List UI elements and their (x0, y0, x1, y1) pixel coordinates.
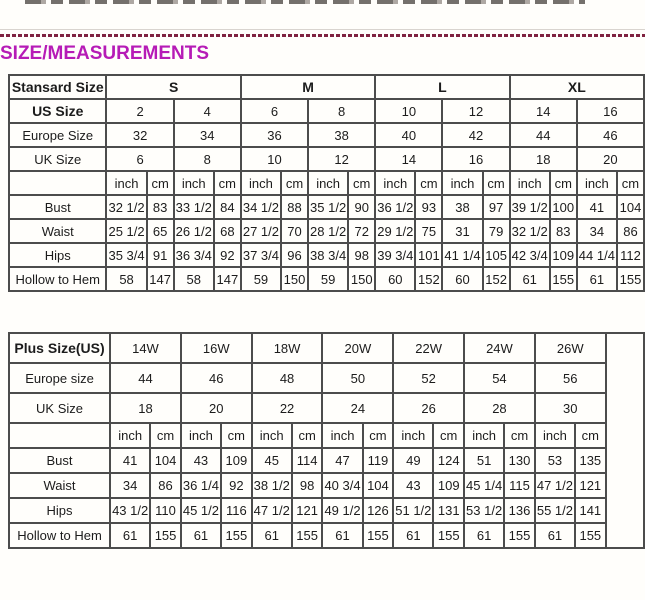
unit-row-blank-cell (9, 171, 106, 195)
unit-header-cell: cm (617, 171, 644, 195)
unit-header-cell: cm (483, 171, 510, 195)
measure-value-cell: 61 (322, 523, 362, 548)
measure-value-cell: 155 (504, 523, 535, 548)
unit-header-cell: inch (181, 423, 221, 448)
measure-value-cell: 147 (147, 267, 174, 291)
size-value-cell: 42 (442, 123, 509, 147)
measure-value-cell: 31 (442, 219, 482, 243)
measure-value-cell: 100 (550, 195, 577, 219)
page-title: SIZE/MEASUREMENTS (0, 43, 210, 64)
measure-value-cell: 104 (150, 448, 181, 473)
size-value-cell: 30 (535, 393, 606, 423)
measure-value-cell: 86 (150, 473, 181, 498)
unit-header-cell: inch (106, 171, 146, 195)
measure-row (9, 448, 644, 473)
row-label-cell: Plus Size(US) (9, 333, 110, 363)
measure-value-cell: 83 (550, 219, 577, 243)
separator-line (0, 29, 645, 30)
measure-value-cell: 104 (363, 473, 394, 498)
size-value-cell: 56 (535, 363, 606, 393)
unit-header-cell: cm (575, 423, 606, 448)
measure-value-cell: 121 (292, 498, 323, 523)
measure-value-cell: 47 1/2 (535, 473, 575, 498)
size-value-cell: 32 (106, 123, 173, 147)
measure-value-cell: 70 (281, 219, 308, 243)
measure-value-cell: 25 1/2 (106, 219, 146, 243)
measure-value-cell: 109 (550, 243, 577, 267)
plus-size-table (8, 332, 645, 549)
measure-value-cell: 53 1/2 (464, 498, 504, 523)
measure-value-cell: 109 (221, 448, 252, 473)
measure-row (9, 195, 644, 219)
measure-value-cell: 61 (510, 267, 550, 291)
size-value-cell: 36 (241, 123, 308, 147)
measure-value-cell: 45 1/4 (464, 473, 504, 498)
measure-value-cell: 47 (322, 448, 362, 473)
size-value-cell: 22 (252, 393, 323, 423)
size-row (9, 123, 644, 147)
measure-value-cell: 32 1/2 (510, 219, 550, 243)
measure-row (9, 267, 644, 291)
measure-value-cell: 61 (577, 267, 617, 291)
size-value-cell: 28 (464, 393, 535, 423)
measure-value-cell: 47 1/2 (252, 498, 292, 523)
measure-value-cell: 43 (393, 473, 433, 498)
measure-value-cell: 53 (535, 448, 575, 473)
unit-header-cell: inch (252, 423, 292, 448)
corner-label-cell: Stansard Size (9, 75, 106, 99)
measure-value-cell: 136 (504, 498, 535, 523)
measure-value-cell: 112 (617, 243, 644, 267)
standard-size-table (8, 74, 645, 292)
cropped-text-strip (25, 0, 585, 4)
measure-row (9, 243, 644, 267)
unit-header-cell: cm (550, 171, 577, 195)
measure-value-cell: 119 (363, 448, 394, 473)
measure-value-cell: 45 1/2 (181, 498, 221, 523)
size-value-cell: 50 (322, 363, 393, 393)
measure-value-cell: 27 1/2 (241, 219, 281, 243)
row-label-cell: Waist (9, 219, 106, 243)
measure-value-cell: 35 1/2 (308, 195, 348, 219)
measure-value-cell: 131 (433, 498, 464, 523)
size-value-cell: 24W (464, 333, 535, 363)
size-value-cell: 26W (535, 333, 606, 363)
measure-value-cell: 44 1/4 (577, 243, 617, 267)
unit-header-cell: inch (464, 423, 504, 448)
size-value-cell: 16 (442, 147, 509, 171)
measure-row (9, 498, 644, 523)
standard-size-table-container (8, 74, 645, 292)
size-value-cell: 18 (110, 393, 181, 423)
measure-value-cell: 39 3/4 (375, 243, 415, 267)
measure-value-cell: 36 1/2 (375, 195, 415, 219)
table-gap (8, 292, 645, 332)
measure-value-cell: 150 (348, 267, 375, 291)
size-value-cell: 20W (322, 333, 393, 363)
row-label-cell: Europe Size (9, 123, 106, 147)
unit-header-cell: inch (110, 423, 150, 448)
size-value-cell: 46 (181, 363, 252, 393)
unit-row (9, 171, 644, 195)
row-label-cell: Hips (9, 498, 110, 523)
measure-value-cell: 155 (575, 523, 606, 548)
size-value-cell: 40 (375, 123, 442, 147)
measure-value-cell: 60 (375, 267, 415, 291)
measure-value-cell: 45 (252, 448, 292, 473)
size-group-header-cell: L (375, 75, 509, 99)
row-label-cell: Hollow to Hem (9, 523, 110, 548)
measure-value-cell: 36 1/4 (181, 473, 221, 498)
row-label-cell: Waist (9, 473, 110, 498)
row-label-cell: Hollow to Hem (9, 267, 106, 291)
size-row (9, 99, 644, 123)
size-value-cell: 22W (393, 333, 464, 363)
unit-row-blank-cell (9, 423, 110, 448)
measure-value-cell: 86 (617, 219, 644, 243)
row-label-cell: US Size (9, 99, 106, 123)
size-value-cell: 4 (174, 99, 241, 123)
measure-value-cell: 51 (464, 448, 504, 473)
measure-value-cell: 152 (483, 267, 510, 291)
measure-value-cell: 61 (393, 523, 433, 548)
measure-value-cell: 72 (348, 219, 375, 243)
size-value-cell: 26 (393, 393, 464, 423)
measure-row (9, 219, 644, 243)
unit-header-cell: cm (415, 171, 442, 195)
size-value-cell: 14 (375, 147, 442, 171)
size-value-cell: 24 (322, 393, 393, 423)
size-value-cell: 12 (442, 99, 509, 123)
measure-value-cell: 98 (292, 473, 323, 498)
measure-value-cell: 42 3/4 (510, 243, 550, 267)
measure-value-cell: 59 (241, 267, 281, 291)
row-label-cell: Bust (9, 448, 110, 473)
unit-header-cell: inch (322, 423, 362, 448)
measure-value-cell: 96 (281, 243, 308, 267)
unit-header-cell: inch (241, 171, 281, 195)
size-value-cell: 8 (308, 99, 375, 123)
measure-value-cell: 34 (110, 473, 150, 498)
size-row (9, 363, 644, 393)
size-charts (8, 74, 645, 549)
measure-value-cell: 124 (433, 448, 464, 473)
empty-side-cell (606, 333, 644, 548)
size-group-header-cell: S (106, 75, 240, 99)
unit-header-cell: inch (308, 171, 348, 195)
measure-value-cell: 49 (393, 448, 433, 473)
measure-value-cell: 90 (348, 195, 375, 219)
row-label-cell: Europe size (9, 363, 110, 393)
measure-value-cell: 33 1/2 (174, 195, 214, 219)
measure-value-cell: 61 (464, 523, 504, 548)
measure-value-cell: 84 (214, 195, 241, 219)
size-value-cell: 10 (241, 147, 308, 171)
measure-value-cell: 79 (483, 219, 510, 243)
unit-header-cell: inch (375, 171, 415, 195)
size-value-cell: 18 (510, 147, 577, 171)
measure-value-cell: 147 (214, 267, 241, 291)
size-row (9, 333, 644, 363)
measure-value-cell: 61 (181, 523, 221, 548)
size-value-cell: 20 (577, 147, 644, 171)
unit-header-cell: cm (221, 423, 252, 448)
measure-value-cell: 49 1/2 (322, 498, 362, 523)
size-value-cell: 6 (106, 147, 173, 171)
measure-value-cell: 152 (415, 267, 442, 291)
measure-value-cell: 91 (147, 243, 174, 267)
size-value-cell: 54 (464, 363, 535, 393)
size-value-cell: 14W (110, 333, 181, 363)
measure-value-cell: 155 (150, 523, 181, 548)
measure-value-cell: 32 1/2 (106, 195, 146, 219)
measure-value-cell: 59 (308, 267, 348, 291)
measure-value-cell: 130 (504, 448, 535, 473)
size-row (9, 147, 644, 171)
measure-value-cell: 41 1/4 (442, 243, 482, 267)
unit-header-cell: cm (147, 171, 174, 195)
measure-value-cell: 110 (150, 498, 181, 523)
measure-value-cell: 150 (281, 267, 308, 291)
unit-header-cell: cm (214, 171, 241, 195)
measure-value-cell: 98 (348, 243, 375, 267)
measure-value-cell: 109 (433, 473, 464, 498)
measure-value-cell: 34 1/2 (241, 195, 281, 219)
measure-value-cell: 41 (110, 448, 150, 473)
size-value-cell: 14 (510, 99, 577, 123)
measure-value-cell: 51 1/2 (393, 498, 433, 523)
measure-value-cell: 37 3/4 (241, 243, 281, 267)
measure-value-cell: 116 (221, 498, 252, 523)
measure-value-cell: 26 1/2 (174, 219, 214, 243)
measure-value-cell: 141 (575, 498, 606, 523)
size-value-cell: 20 (181, 393, 252, 423)
size-group-header-cell: M (241, 75, 375, 99)
row-label-cell: UK Size (9, 393, 110, 423)
measure-value-cell: 97 (483, 195, 510, 219)
measure-value-cell: 39 1/2 (510, 195, 550, 219)
size-value-cell: 52 (393, 363, 464, 393)
measure-value-cell: 38 1/2 (252, 473, 292, 498)
unit-header-cell: inch (577, 171, 617, 195)
measure-value-cell: 155 (433, 523, 464, 548)
measure-value-cell: 121 (575, 473, 606, 498)
size-value-cell: 18W (252, 333, 323, 363)
measure-value-cell: 155 (617, 267, 644, 291)
unit-header-cell: cm (150, 423, 181, 448)
plus-size-table-container (8, 332, 645, 549)
measure-value-cell: 65 (147, 219, 174, 243)
unit-header-cell: inch (535, 423, 575, 448)
measure-value-cell: 155 (363, 523, 394, 548)
row-label-cell: Bust (9, 195, 106, 219)
measure-value-cell: 36 3/4 (174, 243, 214, 267)
measure-value-cell: 38 (442, 195, 482, 219)
row-label-cell: Hips (9, 243, 106, 267)
measure-value-cell: 93 (415, 195, 442, 219)
measure-value-cell: 61 (535, 523, 575, 548)
measure-value-cell: 61 (252, 523, 292, 548)
measure-value-cell: 40 3/4 (322, 473, 362, 498)
size-value-cell: 48 (252, 363, 323, 393)
size-value-cell: 8 (174, 147, 241, 171)
measure-value-cell: 29 1/2 (375, 219, 415, 243)
measure-row (9, 523, 644, 548)
measure-value-cell: 28 1/2 (308, 219, 348, 243)
measure-value-cell: 115 (504, 473, 535, 498)
measure-value-cell: 43 (181, 448, 221, 473)
measure-value-cell: 55 1/2 (535, 498, 575, 523)
unit-header-cell: cm (281, 171, 308, 195)
unit-header-cell: cm (348, 171, 375, 195)
unit-header-cell: cm (292, 423, 323, 448)
size-group-row (9, 75, 644, 99)
size-value-cell: 44 (510, 123, 577, 147)
measure-value-cell: 104 (617, 195, 644, 219)
measure-value-cell: 155 (550, 267, 577, 291)
unit-header-cell: cm (504, 423, 535, 448)
measure-value-cell: 38 3/4 (308, 243, 348, 267)
measure-value-cell: 155 (292, 523, 323, 548)
size-value-cell: 38 (308, 123, 375, 147)
size-value-cell: 16W (181, 333, 252, 363)
measure-value-cell: 35 3/4 (106, 243, 146, 267)
unit-row (9, 423, 644, 448)
unit-header-cell: inch (174, 171, 214, 195)
unit-header-cell: inch (510, 171, 550, 195)
measure-value-cell: 155 (221, 523, 252, 548)
measure-value-cell: 43 1/2 (110, 498, 150, 523)
size-value-cell: 16 (577, 99, 644, 123)
unit-header-cell: cm (363, 423, 394, 448)
size-row (9, 393, 644, 423)
size-group-header-cell: XL (510, 75, 644, 99)
measure-value-cell: 61 (110, 523, 150, 548)
size-value-cell: 34 (174, 123, 241, 147)
unit-header-cell: inch (393, 423, 433, 448)
unit-header-cell: cm (433, 423, 464, 448)
size-value-cell: 2 (106, 99, 173, 123)
measure-value-cell: 68 (214, 219, 241, 243)
measure-value-cell: 75 (415, 219, 442, 243)
measure-value-cell: 83 (147, 195, 174, 219)
measure-value-cell: 34 (577, 219, 617, 243)
measure-value-cell: 41 (577, 195, 617, 219)
measure-value-cell: 126 (363, 498, 394, 523)
row-label-cell: UK Size (9, 147, 106, 171)
size-value-cell: 46 (577, 123, 644, 147)
size-value-cell: 6 (241, 99, 308, 123)
size-value-cell: 44 (110, 363, 181, 393)
measure-value-cell: 105 (483, 243, 510, 267)
measure-value-cell: 92 (214, 243, 241, 267)
measure-value-cell: 101 (415, 243, 442, 267)
size-value-cell: 10 (375, 99, 442, 123)
measure-row (9, 473, 644, 498)
dashed-divider (0, 34, 645, 37)
measure-value-cell: 114 (292, 448, 323, 473)
measure-value-cell: 58 (174, 267, 214, 291)
measure-value-cell: 88 (281, 195, 308, 219)
unit-header-cell: inch (442, 171, 482, 195)
measure-value-cell: 58 (106, 267, 146, 291)
measure-value-cell: 92 (221, 473, 252, 498)
measure-value-cell: 60 (442, 267, 482, 291)
size-value-cell: 12 (308, 147, 375, 171)
measure-value-cell: 135 (575, 448, 606, 473)
